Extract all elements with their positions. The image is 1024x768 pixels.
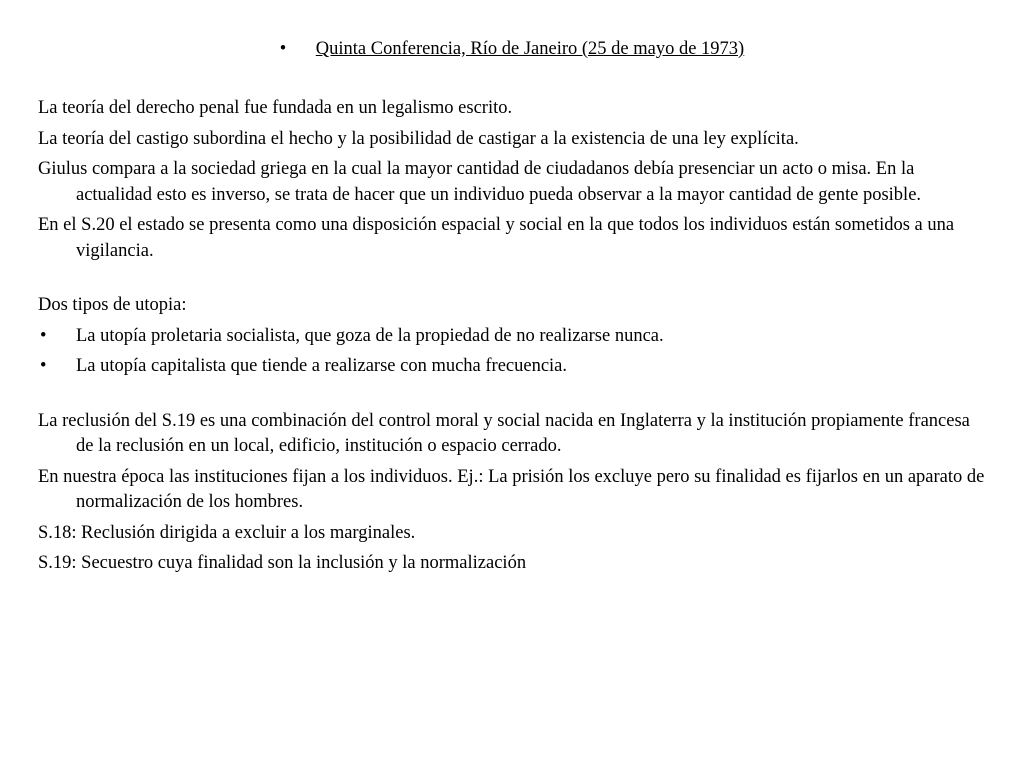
paragraph-legalismo: La teoría del derecho penal fue fundada en un legalismo escrito. [38, 98, 513, 118]
slide-body [38, 96, 988, 582]
bullet-marker: • [40, 356, 47, 376]
utopia-item-text: La utopía proletaria socialista, que goza de la propiedad de no realizarse nunca. [76, 325, 664, 346]
utopia-intro: Dos tipos de utopia: [38, 295, 187, 315]
heading-title: Quinta Conferencia, Río de Janeiro (25 de mayo de 1973) [315, 39, 745, 59]
heading-bullet: • [279, 39, 287, 59]
utopia-item-text: La utopía capitalista que tiende a realizarse con mucha frecuencia. [76, 356, 568, 376]
spacer [38, 385, 988, 409]
paragraph-giulus: Giulus compara a la sociedad griega en la cual la mayor cantidad de ciudadanos debía presenciar un acto o misa. En la actualidad esto es inverso, se trata de hacer que un individuo pueda observar a la mayor cantidad de gente posible. [38, 159, 922, 205]
paragraph-castigo: La teoría del castigo subordina el hecho y la posibilidad de castigar a la existencia de una ley explícita. [38, 128, 799, 149]
utopia-list-item [38, 354, 988, 380]
paragraph-s19-secuestro: S.19: Secuestro cuya finalidad son la inclusión y la normalización [38, 553, 527, 573]
bullet-marker: • [40, 325, 47, 346]
spacer [38, 269, 988, 293]
paragraph-s20-vigilancia: En el S.20 el estado se presenta como una disposición espacial y social en la que todos los individuos están sometidos a una vigilancia. [38, 215, 955, 261]
paragraph-s18: S.18: Reclusión dirigida a excluir a los marginales. [38, 522, 416, 543]
slide-heading [0, 36, 1024, 62]
utopia-list-item [38, 324, 988, 350]
paragraph-instituciones: En nuestra época las instituciones fijan a los individuos. Ej.: La prisión los excluye pero su finalidad es fijarlos en un aparato de normalización de los hombres. [38, 466, 985, 512]
paragraph-reclusion-s19: La reclusión del S.19 es una combinación del control moral y social nacida en Inglaterra y la institución propiamente francesa de la reclusión en un local, edificio, institución o espacio cerrado. [38, 410, 970, 456]
